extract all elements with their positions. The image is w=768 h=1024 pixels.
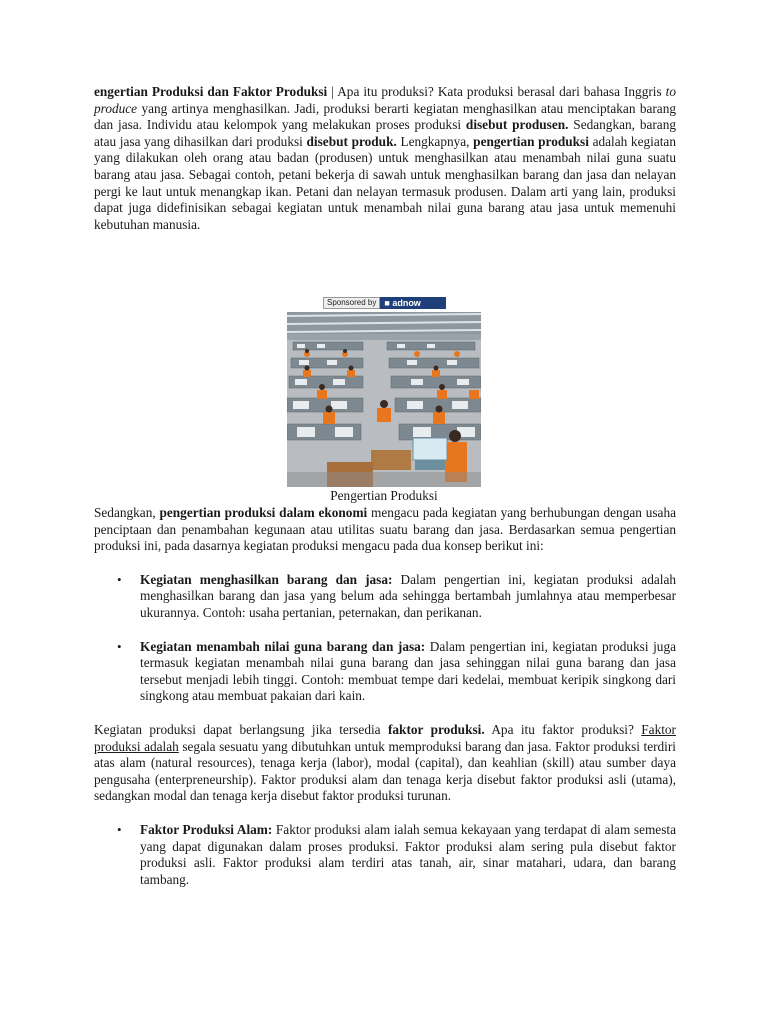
- faktor-produksi-link[interactable]: Faktor produksi adalah: [94, 721, 676, 754]
- sponsored-by-adnow-banner[interactable]: [323, 297, 446, 309]
- bullet-icon: •: [117, 571, 122, 587]
- list-item: • Kegiatan menghasilkan barang dan jasa: Dalam pengertian ini, kegiatan produksi adalah menghasilkan barang dan jasa yang belum ada sehingga bertambah jumlahnya atau memperbesar ukurannya. Contoh: usaha pertanian, peternakan, dan perikanan.: [117, 571, 677, 620]
- bullet-icon: •: [117, 821, 122, 837]
- definition-paragraph: Sedangkan, pengertian produksi dalam ekonomi mengacu pada kegiatan yang berhubungan dengan usaha penciptaan dan penambahan kegunaan atau utilitas suatu barang dan jasa. Berdasarkan semua pengertian produksi ini, pada dasarnya kegiatan produksi mengacu pada dua konsep berikut ini:: [94, 505, 676, 554]
- production-concept-list: [94, 572, 676, 705]
- article-title: engertian Produksi dan Faktor Produksi: [94, 84, 328, 99]
- production-factor-list: [94, 822, 676, 888]
- production-factor-paragraph: Kegiatan produksi dapat berlangsung jika tersedia faktor produksi. Apa itu faktor produksi? Faktor produksi adalah segala sesuatu yang dibutuhkan untuk memproduksi barang dan jasa. Faktor produksi terdiri atas alam (natural resources), tenaga kerja (labor), modal (capital), dan keahlian (skill) atau sumber daya pengusaha (enterpreneurship). Faktor produksi alam dan tenaga kerja disebut faktor produksi asli (utama), sedangkan modal dan tenaga kerja disebut faktor produksi turunan.: [94, 721, 677, 804]
- factory-image: [287, 312, 481, 487]
- figure-caption: Pengertian Produksi: [330, 488, 438, 503]
- bullet-icon: •: [117, 638, 122, 654]
- intro-section: [94, 84, 676, 233]
- adnow-logo: ■ adnow: [380, 297, 446, 309]
- list-item: • Faktor Produksi Alam: Faktor produksi alam ialah semua kekayaan yang terdapat di alam semesta yang dapat digunakan dalam proses produksi. Faktor produksi alam sering pula disebut faktor produksi asli. Faktor produksi alam terdiri atas tanah, air, sinar matahari, udara, dan barang tambang.: [117, 821, 676, 887]
- sponsored-label: Sponsored by: [323, 297, 380, 309]
- list-item: • Kegiatan menambah nilai guna barang dan jasa: Dalam pengertian ini, kegiatan produksi juga termasuk kegiatan menambah nilai guna barang dan jasa sehinggan nilai guna barang dan jasa tersebut menjadi lebih tinggi. Contoh: membuat tempe dari kedelai, membuat keripik singkong dari singkong atau membuat pakaian dari kain.: [117, 638, 676, 704]
- main-section: [94, 505, 676, 888]
- factory-production-photo: [287, 312, 481, 487]
- intro-paragraph: engertian Produksi dan Faktor Produksi | Apa itu produksi? Kata produksi berasal dari bahasa Inggris to produce yang artinya menghasilkan. Jadi, produksi berarti kegiatan menghasilkan atau menciptakan barang dan jasa. Individu atau kelompok yang melakukan proses produksi disebut produsen. Sedangkan, barang atau jasa yang dihasilkan dari produksi disebut produk. Lengkapnya, pengertian produksi adalah kegiatan yang dilakukan oleh orang atau badan (produsen) untuk menghasilkan atau menambah nilai guna suatu barang atau jasa. Sebagai contoh, petani bekerja di sawah untuk menghasilkan barang dan jasa dan nelayan pergi ke laut untuk menangkap ikan. Petani dan nelayan termasuk produsen. Dalam arti yang lain, produksi dapat juga didefinisikan sebagai kegiatan untuk menambah nilai guna barang atau jasa untuk memenuhi kebutuhan manusia.: [94, 84, 677, 232]
